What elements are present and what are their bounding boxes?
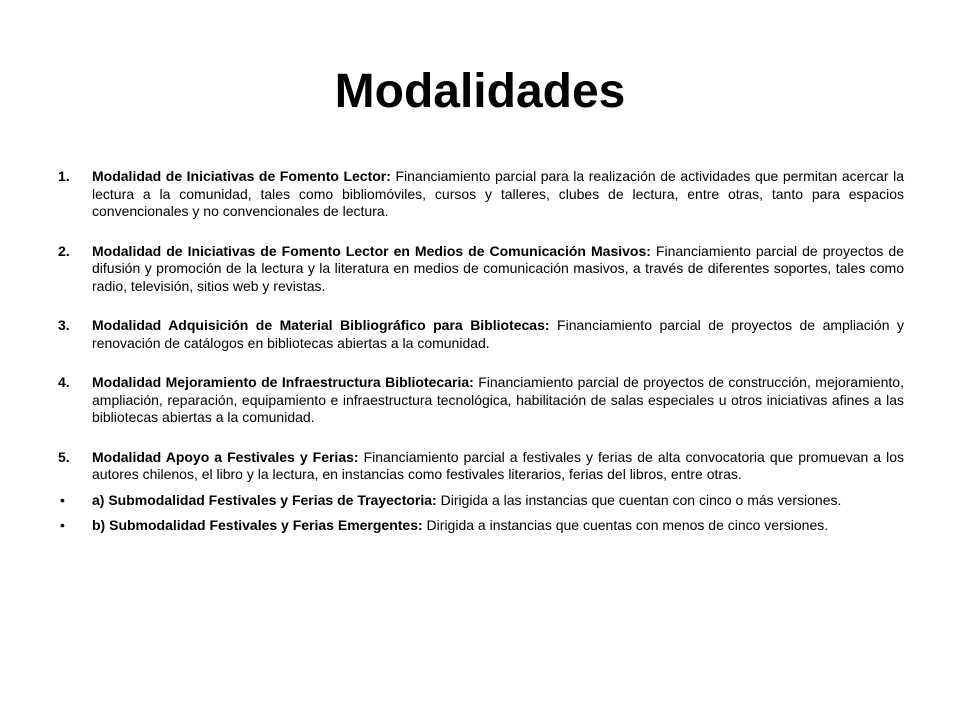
subitem-text: Dirigida a las instancias que cuentan con cinco o más versiones. xyxy=(436,491,842,508)
list-item xyxy=(58,449,904,484)
modalidades-list xyxy=(58,168,904,535)
item-heading: Modalidad de Iniciativas de Fomento Lector en Medios de Comunicación Masivos: xyxy=(92,242,651,259)
item-number: 4. xyxy=(58,374,70,390)
bullet-icon: • xyxy=(60,517,65,533)
item-heading: Modalidad de Iniciativas de Fomento Lector: xyxy=(92,168,391,184)
page-title: Modalidades xyxy=(334,65,626,118)
item-heading: Modalidad Apoyo a Festivales y Ferias: xyxy=(92,448,359,465)
list-item xyxy=(58,374,904,427)
bullet-subitem xyxy=(58,492,904,510)
item-heading: Modalidad Adquisición de Material Bibliográfico para Bibliotecas: xyxy=(92,317,550,333)
bullet-subitem xyxy=(58,517,904,535)
list-item xyxy=(58,243,904,296)
list-item xyxy=(58,317,904,352)
item-text: Financiamiento parcial de proyectos de difusión y promoción de la lectura y la literatura en medios de comunicación masivos, a través de diferentes soportes, tales como radio, televisión, sitios web y revistas. xyxy=(92,242,904,294)
bullet-icon: • xyxy=(60,491,65,508)
subitem-heading: b) Submodalidad Festivales y Ferias Emergentes: xyxy=(92,517,423,533)
item-text: Financiamiento parcial de proyectos de ampliación y renovación de catálogos en bibliotecas abiertas a la comunidad. xyxy=(92,317,904,351)
item-heading: Modalidad Mejoramiento de Infraestructura Bibliotecaria: xyxy=(92,374,474,390)
item-number: 2. xyxy=(58,242,70,259)
item-number: 3. xyxy=(58,317,70,333)
item-text: Financiamiento parcial a festivales y ferias de alta convocatoria que promuevan a los autores chilenos, el libro y la lectura, en instancias como festivales literarios, ferias del libros, entre otras. xyxy=(92,448,904,482)
item-text: Financiamiento parcial de proyectos de construcción, mejoramiento, ampliación, reparación, equipamiento e infraestructura tecnológica, habilitación de salas especiales u otros iniciativas afines a las bibliotecas abiertas a la comunidad. xyxy=(92,374,904,425)
subitem-text: Dirigida a instancias que cuentas con menos de cinco versiones. xyxy=(422,517,829,533)
item-text: Financiamiento parcial para la realización de actividades que permitan acercar la lectura a la comunidad, tales como bibliomóviles, cursos y talleres, clubes de lectura, entre otras, tanto para espacios convencionales y no convencionales de lectura. xyxy=(92,168,904,219)
item-number: 1. xyxy=(58,168,70,184)
subitem-heading: a) Submodalidad Festivales y Ferias de Trayectoria: xyxy=(92,491,437,508)
item-number: 5. xyxy=(58,448,70,465)
list-item xyxy=(58,168,904,221)
